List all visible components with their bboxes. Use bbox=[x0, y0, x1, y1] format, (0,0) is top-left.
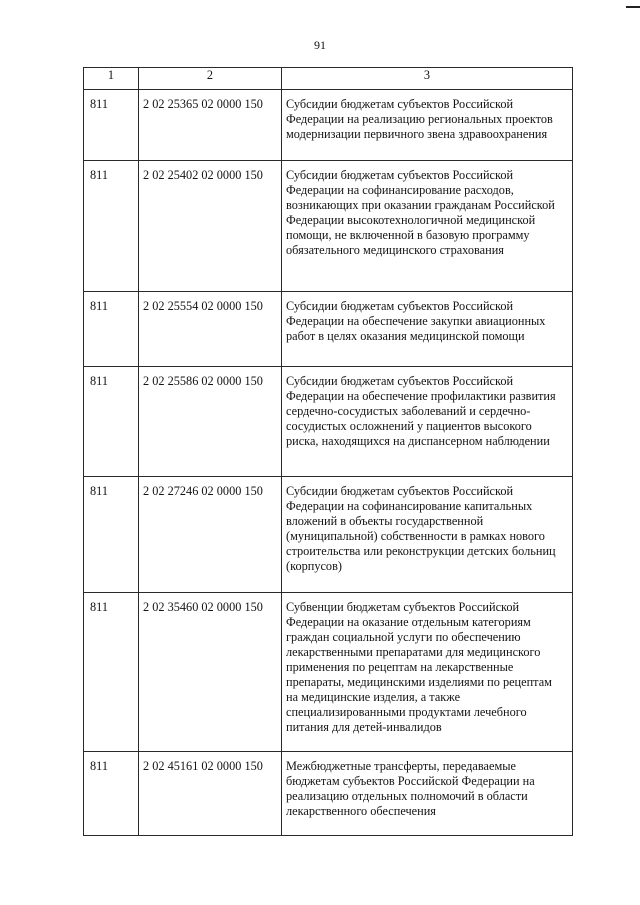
budget-code-cell: 2 02 35460 02 0000 150 bbox=[139, 593, 282, 752]
table-row bbox=[84, 90, 573, 161]
column-header-2: 2 bbox=[139, 68, 282, 90]
revenue-name-cell: Субсидии бюджетам субъектов Российской Федерации на обеспечение профилактики развития сердечно-сосудистых заболеваний и сердечно-сосудистых осложнений у пациентов высокого риска, находящихся на диспансерном наблюдении bbox=[282, 367, 573, 477]
budget-code-cell: 2 02 25365 02 0000 150 bbox=[139, 90, 282, 161]
scan-corner-mark bbox=[626, 6, 640, 8]
budget-code-cell: 2 02 25586 02 0000 150 bbox=[139, 367, 282, 477]
page-number: 91 bbox=[314, 38, 326, 52]
table-row bbox=[84, 477, 573, 593]
column-header-1: 1 bbox=[84, 68, 139, 90]
admin-code-cell: 811 bbox=[84, 90, 139, 161]
revenue-name-cell: Субсидии бюджетам субъектов Российской Федерации на софинансирование капитальных вложений в объекты государственной (муниципальной) собственности в рамках нового строительства или реконструкции детских больниц (корпусов) bbox=[282, 477, 573, 593]
admin-code-cell: 811 bbox=[84, 477, 139, 593]
admin-code-cell: 811 bbox=[84, 593, 139, 752]
revenue-name-cell: Межбюджетные трансферты, передаваемые бюджетам субъектов Российской Федерации на реализацию отдельных полномочий в области лекарственного обеспечения bbox=[282, 752, 573, 836]
table-row bbox=[84, 161, 573, 292]
admin-code-cell: 811 bbox=[84, 161, 139, 292]
column-header-3: 3 bbox=[282, 68, 573, 90]
admin-code-cell: 811 bbox=[84, 367, 139, 477]
revenue-name-cell: Субсидии бюджетам субъектов Российской Федерации на обеспечение закупки авиационных работ в целях оказания медицинской помощи bbox=[282, 292, 573, 367]
revenue-name-cell: Субвенции бюджетам субъектов Российской Федерации на оказание отдельным категориям граждан социальной услуги по обеспечению лекарственными препаратами для медицинского применения по рецептам на лекарственные препараты, медицинскими изделиями по рецептам на медицинские изделия, а также специализированными продуктами лечебного питания для детей-инвалидов bbox=[282, 593, 573, 752]
budget-code-cell: 2 02 25402 02 0000 150 bbox=[139, 161, 282, 292]
table-row bbox=[84, 292, 573, 367]
admin-code-cell: 811 bbox=[84, 752, 139, 836]
admin-code-cell: 811 bbox=[84, 292, 139, 367]
table-row bbox=[84, 752, 573, 836]
revenue-name-cell: Субсидии бюджетам субъектов Российской Федерации на софинансирование расходов, возникающих при оказании гражданам Российской Федерации высокотехнологичной медицинской помощи, не включенной в базовую программу обязательного медицинского страхования bbox=[282, 161, 573, 292]
table-row bbox=[84, 593, 573, 752]
budget-codes-table bbox=[83, 67, 573, 836]
table-header-row bbox=[84, 68, 573, 90]
budget-code-cell: 2 02 45161 02 0000 150 bbox=[139, 752, 282, 836]
budget-code-cell: 2 02 27246 02 0000 150 bbox=[139, 477, 282, 593]
table-row bbox=[84, 367, 573, 477]
budget-code-cell: 2 02 25554 02 0000 150 bbox=[139, 292, 282, 367]
revenue-name-cell: Субсидии бюджетам субъектов Российской Федерации на реализацию региональных проектов модернизации первичного звена здравоохранения bbox=[282, 90, 573, 161]
